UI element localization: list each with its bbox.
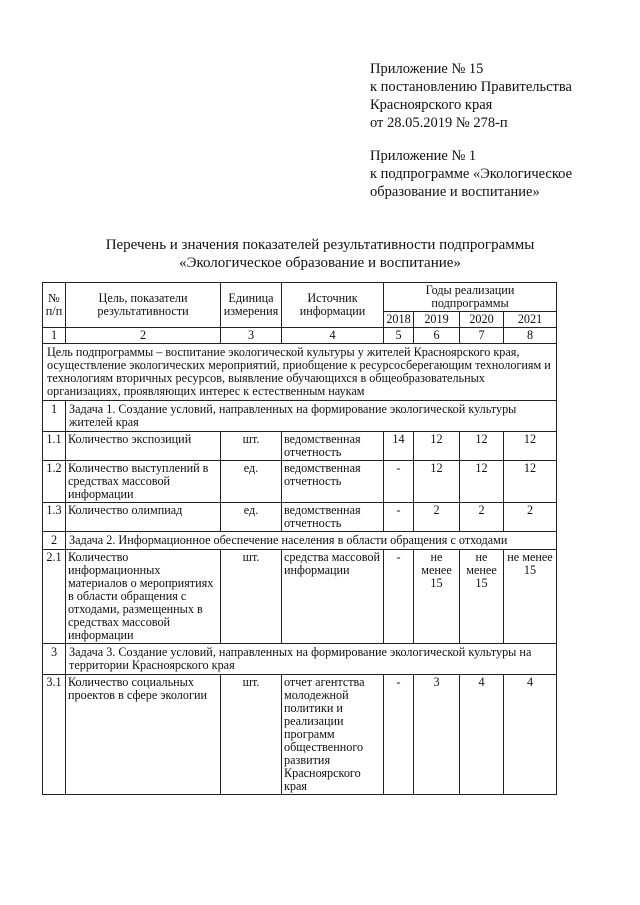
column-number: 3: [221, 328, 282, 344]
header-year-2019: 2019: [414, 312, 460, 328]
row-value-2018: -: [384, 461, 414, 503]
attachment-line: Приложение № 15: [370, 61, 484, 77]
row-num: 1.2: [43, 461, 66, 503]
row-indicator: Количество выступлений в средствах массовой информации: [66, 461, 221, 503]
row-source: отчет агентства молодежной политики и реализации программ общественного развития Красноярского края: [282, 675, 384, 795]
task-row: [43, 644, 557, 675]
row-source: ведомственная отчетность: [282, 503, 384, 532]
row-value-2020: 12: [460, 432, 504, 461]
column-number: 4: [282, 328, 384, 344]
header-source: Источник информации: [282, 283, 384, 328]
row-unit: шт.: [221, 432, 282, 461]
table-row: [43, 550, 557, 644]
row-value-2021: 2: [504, 503, 557, 532]
title-line: «Экологическое образование и воспитание»: [179, 255, 461, 271]
row-unit: ед.: [221, 503, 282, 532]
column-number: 5: [384, 328, 414, 344]
row-num: 2.1: [43, 550, 66, 644]
row-source: ведомственная отчетность: [282, 432, 384, 461]
row-indicator: Количество экспозиций: [66, 432, 221, 461]
attachment-line: к постановлению Правительства: [370, 79, 572, 95]
goal-text: Цель подпрограммы – воспитание экологической культуры у жителей Красноярского края, осуществление экологических мероприятий, приобщение к ресурсосберегающим технологиям и технологиям вторичных ресурсов, выявление обучающихся в общеобразовательных организациях, проявляющих интерес к естественным наукам: [43, 344, 557, 401]
row-value-2019: 2: [414, 503, 460, 532]
document-title: [0, 236, 640, 272]
row-unit: шт.: [221, 675, 282, 795]
row-value-2021: 12: [504, 461, 557, 503]
row-value-2019: 3: [414, 675, 460, 795]
attachment-line: Красноярского края: [370, 97, 493, 113]
table-row: [43, 503, 557, 532]
row-value-2018: 14: [384, 432, 414, 461]
attachment-line: Приложение № 1: [370, 148, 477, 164]
column-number: 8: [504, 328, 557, 344]
task-row: [43, 532, 557, 550]
header-years: Годы реализации подпрограммы: [384, 283, 557, 312]
row-unit: ед.: [221, 461, 282, 503]
table-row: [43, 461, 557, 503]
row-value-2018: -: [384, 550, 414, 644]
column-number: 2: [66, 328, 221, 344]
task-row: [43, 401, 557, 432]
row-value-2019: не менее 15: [414, 550, 460, 644]
row-num: 1.3: [43, 503, 66, 532]
header-num: № п/п: [43, 283, 66, 328]
header-year-2018: 2018: [384, 312, 414, 328]
table-row: [43, 432, 557, 461]
row-value-2020: 12: [460, 461, 504, 503]
column-numbers-row: [43, 328, 557, 344]
task-num: 3: [43, 644, 66, 675]
task-num: 1: [43, 401, 66, 432]
column-number: 7: [460, 328, 504, 344]
attachment-line: от 28.05.2019 № 278-п: [370, 115, 508, 131]
row-value-2020: 4: [460, 675, 504, 795]
row-indicator: Количество социальных проектов в сфере экологии: [66, 675, 221, 795]
header-unit: Единица измерения: [221, 283, 282, 328]
column-number: 6: [414, 328, 460, 344]
header-year-2020: 2020: [460, 312, 504, 328]
row-unit: шт.: [221, 550, 282, 644]
table-row: [43, 675, 557, 795]
row-value-2019: 12: [414, 432, 460, 461]
attachment-line: к подпрограмме «Экологическое: [370, 166, 573, 182]
row-value-2018: -: [384, 675, 414, 795]
title-line: Перечень и значения показателей результативности подпрограммы: [105, 237, 535, 253]
row-value-2021: 12: [504, 432, 557, 461]
header-row: [43, 283, 557, 312]
attachment-line: образование и воспитание»: [370, 184, 540, 200]
row-num: 3.1: [43, 675, 66, 795]
row-value-2019: 12: [414, 461, 460, 503]
header-year-2021: 2021: [504, 312, 557, 328]
row-source: средства массовой информации: [282, 550, 384, 644]
attachment-1-block: [370, 147, 572, 201]
row-indicator: Количество информационных материалов о мероприятиях в области обращения с отходами, размещенных в средствах массовой информации: [66, 550, 221, 644]
task-text: Задача 1. Создание условий, направленных на формирование экологической культуры жителей края: [66, 401, 557, 432]
task-num: 2: [43, 532, 66, 550]
row-source: ведомственная отчетность: [282, 461, 384, 503]
task-text: Задача 3. Создание условий, направленных на формирование экологической культуры на территории Красноярского края: [66, 644, 557, 675]
row-value-2020: не менее 15: [460, 550, 504, 644]
row-value-2021: 4: [504, 675, 557, 795]
goal-row: [43, 344, 557, 401]
header-goal: Цель, показатели результативности: [66, 283, 221, 328]
attachment-15-block: [370, 60, 572, 132]
task-text: Задача 2. Информационное обеспечение населения в области обращения с отходами: [66, 532, 557, 550]
row-value-2018: -: [384, 503, 414, 532]
row-value-2021: не менее 15: [504, 550, 557, 644]
row-indicator: Количество олимпиад: [66, 503, 221, 532]
row-num: 1.1: [43, 432, 66, 461]
row-value-2020: 2: [460, 503, 504, 532]
column-number: 1: [43, 328, 66, 344]
indicators-table: [42, 282, 557, 795]
